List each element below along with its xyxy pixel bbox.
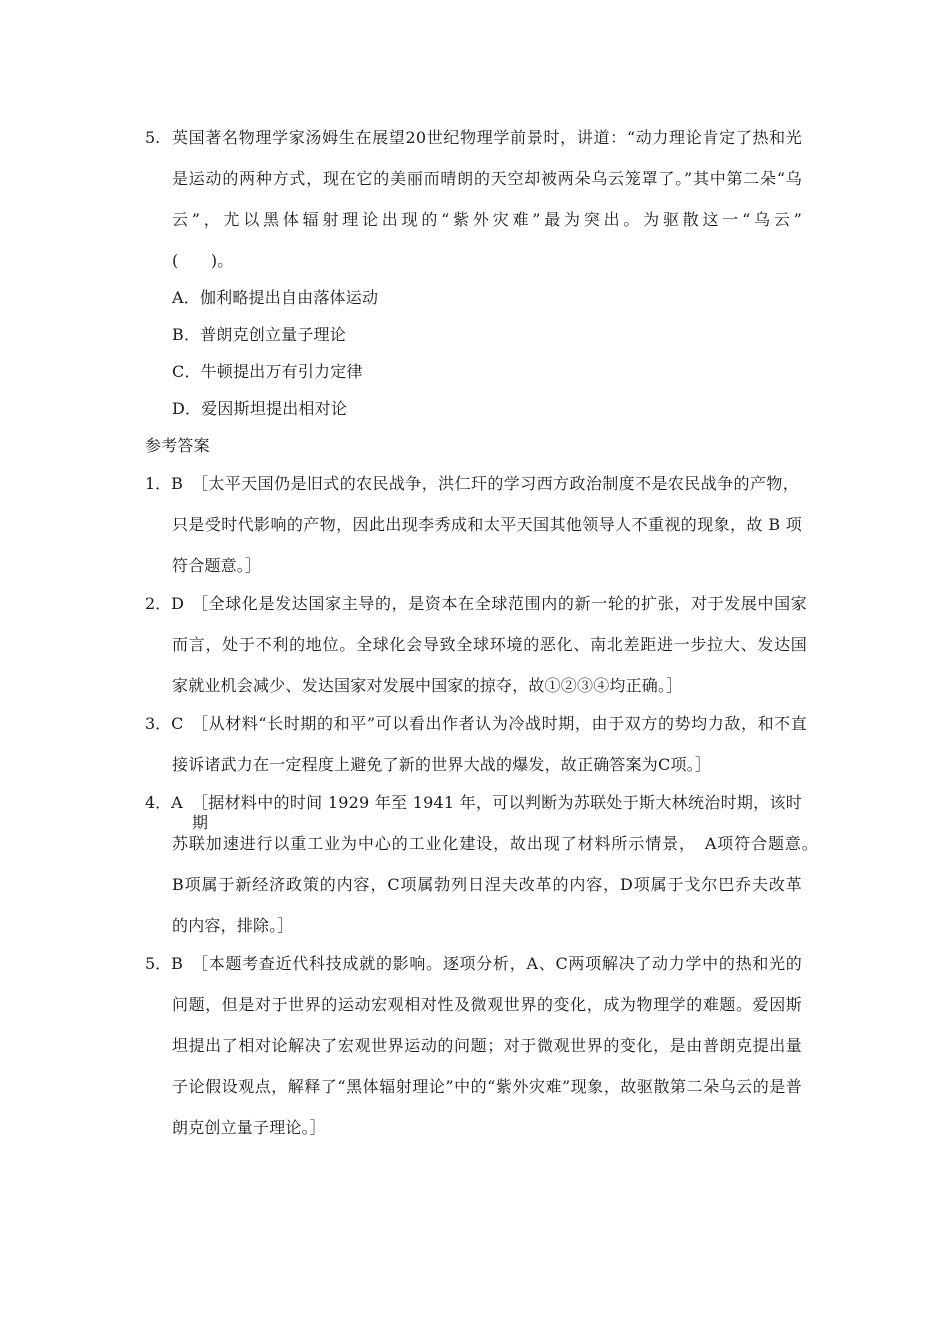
answer-line: ［太平天国仍是旧式的农民战争，洪仁玕的学习西方政治制度不是农民战争的产物， bbox=[192, 474, 799, 493]
question-stem-line: 英国著名物理学家汤姆生在展望20世纪物理学前景时，讲道：“动力理论肯定了热和光 bbox=[172, 128, 802, 147]
answer-line: ［据材料中的时间 1929 年至 1941 年，可以判断为苏联处于斯大林统治时期，该时期 bbox=[192, 793, 802, 832]
answer-line: 子论假设观点，解释了“黑体辐射理论”中的“紫外灾难”现象，故驱散第二朵乌云的是普 bbox=[172, 1077, 802, 1096]
option-d: D．爱因斯坦提出相对论 bbox=[172, 399, 348, 418]
answer-line: 苏联加速进行以重工业为中心的工业化建设，故出现了材料所示情景， A项符合题意。 bbox=[172, 834, 818, 853]
answer-number: 3．C bbox=[145, 714, 184, 733]
answer-line: 家就业机会减少、发达国家对发展中国家的掠夺，故①②③④均正确。］ bbox=[172, 676, 683, 695]
option-b: B．普朗克创立量子理论 bbox=[172, 325, 346, 344]
answer-line: 只是受时代影响的产物，因此出现李秀成和太平天国其他领导人不重视的现象，故 B 项 bbox=[172, 515, 802, 534]
answer-line: 符合题意。］ bbox=[172, 556, 262, 575]
answer-line: 而言，处于不利的地位。全球化会导致全球环境的恶化、南北差距进一步拉大、发达国 bbox=[172, 635, 807, 654]
answer-line: ［本题考查近代科技成就的影响。逐项分析，A、C两项解决了动力学中的热和光的 bbox=[192, 954, 802, 973]
answer-number: 4．A bbox=[145, 793, 183, 812]
answer-number: 5．B bbox=[145, 954, 183, 973]
option-a: A．伽利略提出自由落体运动 bbox=[172, 288, 379, 307]
answer-line: 坦提出了相对论解决了宏观世界运动的问题；对于微观世界的变化，是由普朗克提出量 bbox=[172, 1036, 802, 1055]
answer-line: 朗克创立量子理论。］ bbox=[172, 1118, 327, 1137]
answer-line: 的内容，排除。］ bbox=[172, 916, 294, 935]
option-c: C．牛顿提出万有引力定律 bbox=[172, 362, 363, 381]
answer-line: 问题，但是对于世界的运动宏观相对性及微观世界的变化，成为物理学的难题。爱因斯 bbox=[172, 995, 802, 1014]
answer-number: 2．D bbox=[145, 594, 185, 613]
question-stem-line: 云”，尤以黑体辐射理论出现的“紫外灾难”最为突出。为驱散这一“乌云” bbox=[172, 210, 802, 229]
question-number: 5. bbox=[145, 128, 161, 147]
answers-heading: 参考答案 bbox=[145, 436, 210, 455]
question-stem-line: ( )。 bbox=[172, 251, 234, 270]
answer-number: 1．B bbox=[145, 474, 183, 493]
question-stem-line: 是运动的两种方式，现在它的美丽而晴朗的天空却被两朵乌云笼罩了。”其中第二朵“乌 bbox=[172, 169, 802, 188]
answer-line: ［从材料“长时期的和平”可以看出作者认为冷战时期，由于双方的势均力敌，和不直 bbox=[192, 714, 807, 733]
answer-line: ［全球化是发达国家主导的，是资本在全球范围内的新一轮的扩张，对于发展中国家 bbox=[192, 594, 807, 613]
answer-line: 接诉诸武力在一定程度上避免了新的世界大战的爆发，故正确答案为C项。］ bbox=[172, 755, 712, 774]
answer-line: B项属于新经济政策的内容，C项属勃列日涅夫改革的内容，D项属于戈尔巴乔夫改革 bbox=[172, 875, 802, 894]
